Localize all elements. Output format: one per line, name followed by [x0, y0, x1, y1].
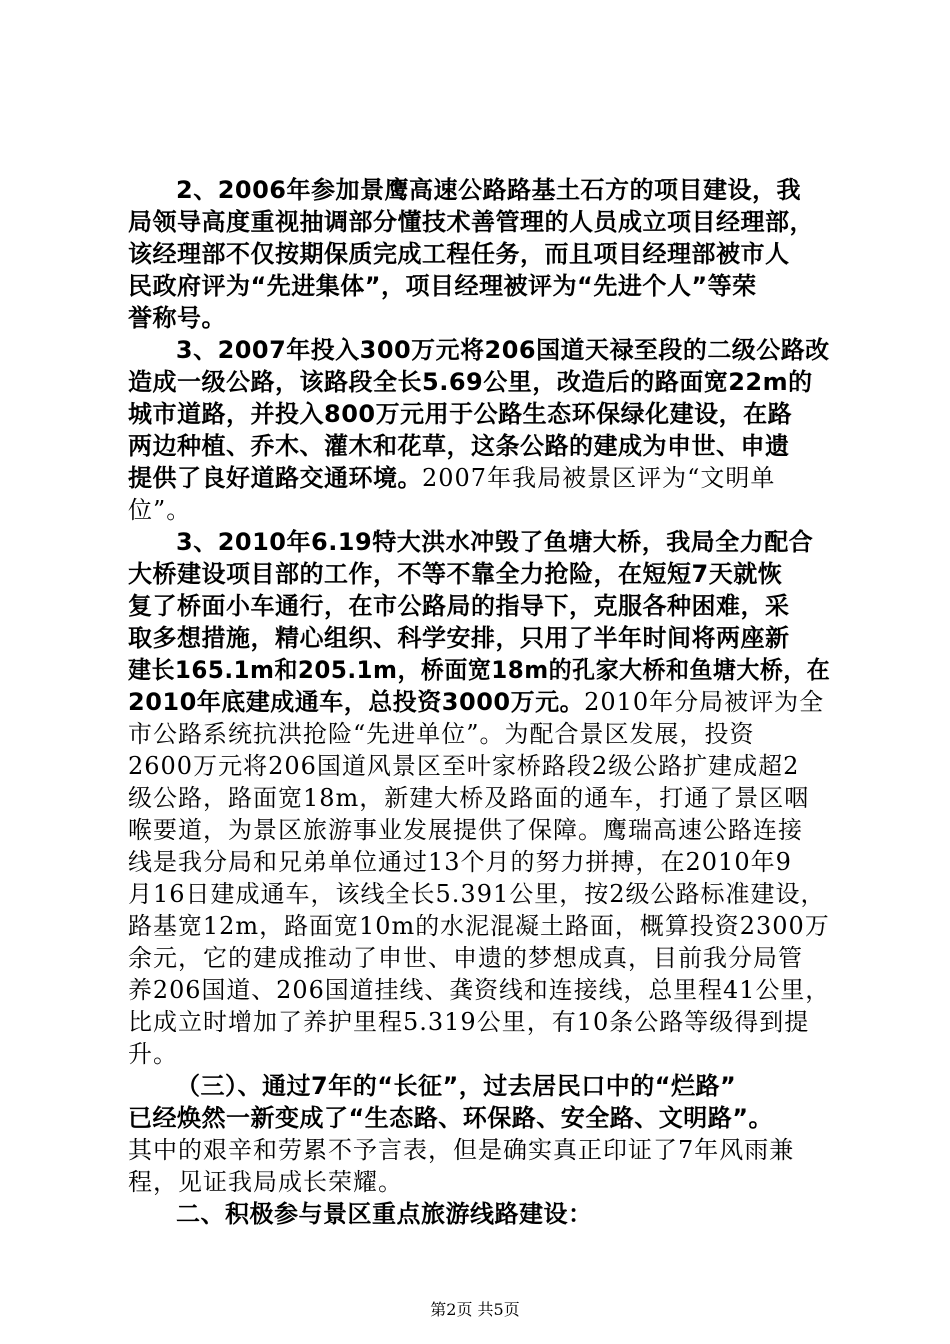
- text-line: 城市道路，并投入800万元用于公路生态环保绿化建设，在路: [128, 400, 793, 428]
- text-line: 升。: [128, 1040, 178, 1068]
- paragraph-p-item-3-2007: [128, 335, 830, 525]
- text-line: （三）、通过7年的“长征”，过去居民口中的“烂路”: [176, 1072, 737, 1100]
- paragraph-p-item-2-2006: [128, 175, 830, 333]
- text-line: 已经焕然一新变成了“生态路、环保路、安全路、文明路”。: [128, 1104, 774, 1132]
- text-line: 造成一级公路，该路段全长5.69公里，改造后的路面宽22m的: [128, 368, 813, 396]
- text-line: 喉要道，为景区旅游事业发展提供了保障。鹰瑞高速公路连接: [128, 816, 803, 844]
- text-line: 其中的艰辛和劳累不予言表，但是确实真正印证了7年风雨兼: [128, 1136, 795, 1164]
- text-line: 誉称号。: [128, 304, 226, 332]
- text-line: 3、2007年投入300万元将206国道天禄至段的二级公路改: [175, 336, 830, 364]
- paragraph-p-item-3-2010: [128, 527, 830, 1069]
- text-line: 局领导高度重视抽调部分懂技术善管理的人员成立项目经理部，: [128, 208, 814, 236]
- text-line: 比成立时增加了养护里程5.319公里，有10条公路等级得到提: [128, 1008, 810, 1036]
- text-line: 级公路，路面宽18m，新建大桥及路面的通车，打通了景区咽: [128, 784, 810, 812]
- paragraph-p-section-3: [128, 1071, 830, 1197]
- text-line: 两边种植、乔木、灌木和花草，这条公路的建成为申世、申遗: [128, 432, 790, 460]
- document-body: [128, 175, 830, 1231]
- text-run: 提供了良好道路交通环境。: [128, 464, 422, 492]
- text-line: 养206国道、206国道挂线、龚资线和连接线，总里程41公里，: [128, 976, 831, 1004]
- text-line: 2、2006年参加景鹰高速公路路基土石方的项目建设，我: [176, 176, 801, 204]
- text-line: 该经理部不仅按期保质完成工程任务，而且项目经理部被市人: [128, 240, 790, 268]
- text-run: 2010年分局被评为全: [584, 688, 825, 716]
- text-line: 大桥建设项目部的工作，不等不靠全力抢险，在短短7天就恢: [128, 560, 783, 588]
- text-run: 2010年底建成通车，总投资3000万元。: [128, 688, 585, 716]
- text-line: 市公路系统抗洪抢险“先进单位”。为配合景区发展，投资: [128, 720, 755, 748]
- text-line: 余元，它的建成推动了申世、申遗的梦想成真，目前我分局管: [128, 944, 803, 972]
- page-number-footer: 第2页 共5页: [430, 1300, 520, 1319]
- text-line: 位”。: [128, 496, 192, 524]
- text-line: 3、2010年6.19特大洪水冲毁了鱼塘大桥，我局全力配合: [176, 528, 814, 556]
- text-line: 建长165.1m和205.1m，桥面宽18m的孔家大桥和鱼塘大桥，在: [128, 656, 831, 684]
- text-line: 取多想措施，精心组织、科学安排，只用了半年时间将两座新: [128, 624, 790, 652]
- paragraph-p-heading-2: [128, 1199, 830, 1229]
- text-line: 程，见证我局成长荣耀。: [128, 1168, 403, 1196]
- text-line: 二、积极参与景区重点旅游线路建设：: [176, 1200, 593, 1228]
- text-line: [128, 687, 830, 717]
- text-run: 2007年我局被景区评为“文明单: [422, 464, 776, 492]
- text-line: 路基宽12m，路面宽10m的水泥混凝土路面，概算投资2300万: [128, 912, 830, 940]
- text-line: 线是我分局和兄弟单位通过13个月的努力拼搏，在2010年9: [128, 848, 792, 876]
- text-line: 2600万元将206国道风景区至叶家桥路段2级公路扩建成超2: [128, 752, 800, 780]
- text-line: 民政府评为“先进集体”，项目经理被评为“先进个人”等荣: [128, 272, 757, 300]
- text-line: 复了桥面小车通行，在市公路局的指导下，克服各种困难，采: [128, 592, 790, 620]
- text-line: [128, 463, 830, 493]
- text-line: 月16日建成通车，该线全长5.391公里，按2级公路标准建设，: [128, 880, 826, 908]
